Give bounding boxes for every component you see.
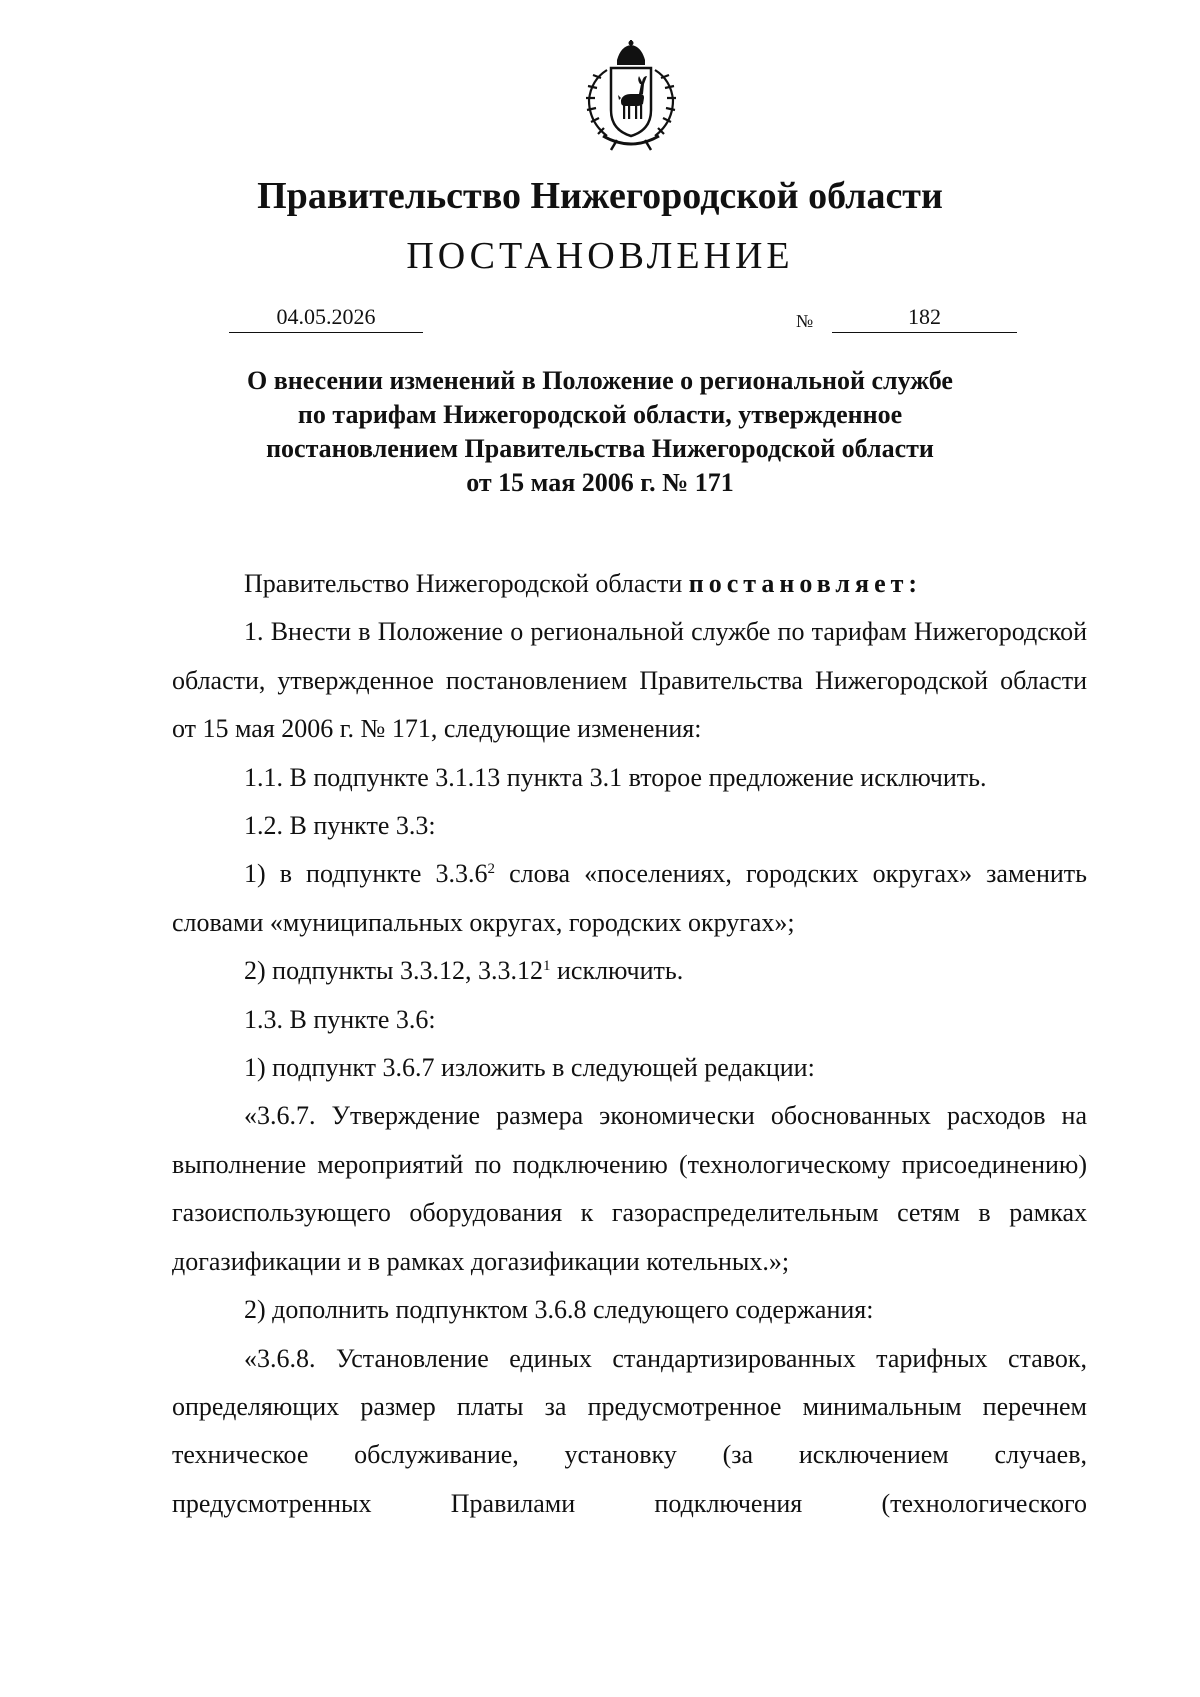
organization-title: Правительство Нижегородской области (257, 175, 943, 217)
document-subject (200, 364, 1000, 500)
document-body (172, 560, 1087, 1528)
text-part: исключить. (550, 956, 684, 986)
decree-word: постановляет: (688, 569, 923, 598)
document-number: 182 (832, 304, 1017, 333)
paragraph-3-6-7: «3.6.7. Утверждение размера экономически обоснованных расходов на выполнение мероприятий по подключению (технологическому присоединению) газоиспользующего оборудования к газораспределительным сетям в рамках догазификации и в рамках догазификации котельных.»; (172, 1101, 1087, 1276)
paragraph-1-2-1 (172, 850, 1087, 947)
intro-text: Правительство Нижегородской области (244, 569, 689, 598)
coat-of-arms-emblem (577, 40, 685, 152)
superscript: 1 (543, 958, 551, 975)
paragraph-1-3-1: 1) подпункт 3.6.7 изложить в следующей редакции: (244, 1053, 815, 1083)
subject-line: от 15 мая 2006 г. № 171 (466, 468, 734, 497)
paragraph-1-3-2: 2) дополнить подпунктом 3.6.8 следующего содержания: (244, 1295, 874, 1325)
superscript: 2 (487, 861, 496, 878)
paragraph-1: 1. Внести в Положение о региональной службе по тарифам Нижегородской области, утвержденное постановлением Правительства Нижегородской области от 15 мая 2006 г. № 171, следующие изменения: (172, 617, 1087, 744)
document-type-heading: ПОСТАНОВЛЕНИЕ (406, 235, 794, 277)
subject-line: О внесении изменений в Положение о региональной службе (247, 366, 953, 395)
text-part: 1) в подпункте 3.3.6 (244, 859, 488, 889)
subject-line: по тарифам Нижегородской области, утвержденное (297, 400, 903, 429)
paragraph-1-2-2 (172, 947, 1087, 995)
paragraph-1-1: 1.1. В подпункте 3.1.13 пункта 3.1 второе предложение исключить. (244, 762, 987, 792)
subject-line: постановлением Правительства Нижегородской области (266, 434, 934, 463)
paragraph-3-6-8: «3.6.8. Установление единых стандартизированных тарифных ставок, определяющих размер платы за предусмотренное минимальным перечнем техническое обслуживание, установку (за исключением случаев, предусмотренных Правилами подключения (технологического (172, 1343, 1087, 1518)
paragraph-1-3: 1.3. В пункте 3.6: (244, 1004, 436, 1034)
text-part: 2) подпункты 3.3.12, 3.3.12 (244, 956, 543, 986)
paragraph-1-2: 1.2. В пункте 3.3: (244, 811, 436, 841)
document-date: 04.05.2026 (229, 304, 423, 333)
number-sign: № (796, 311, 814, 331)
text-part: слова «поселениях, городских округах» заменить словами «муниципальных округах, городских округах»; (172, 859, 1087, 937)
decree-intro-paragraph (172, 560, 1087, 608)
